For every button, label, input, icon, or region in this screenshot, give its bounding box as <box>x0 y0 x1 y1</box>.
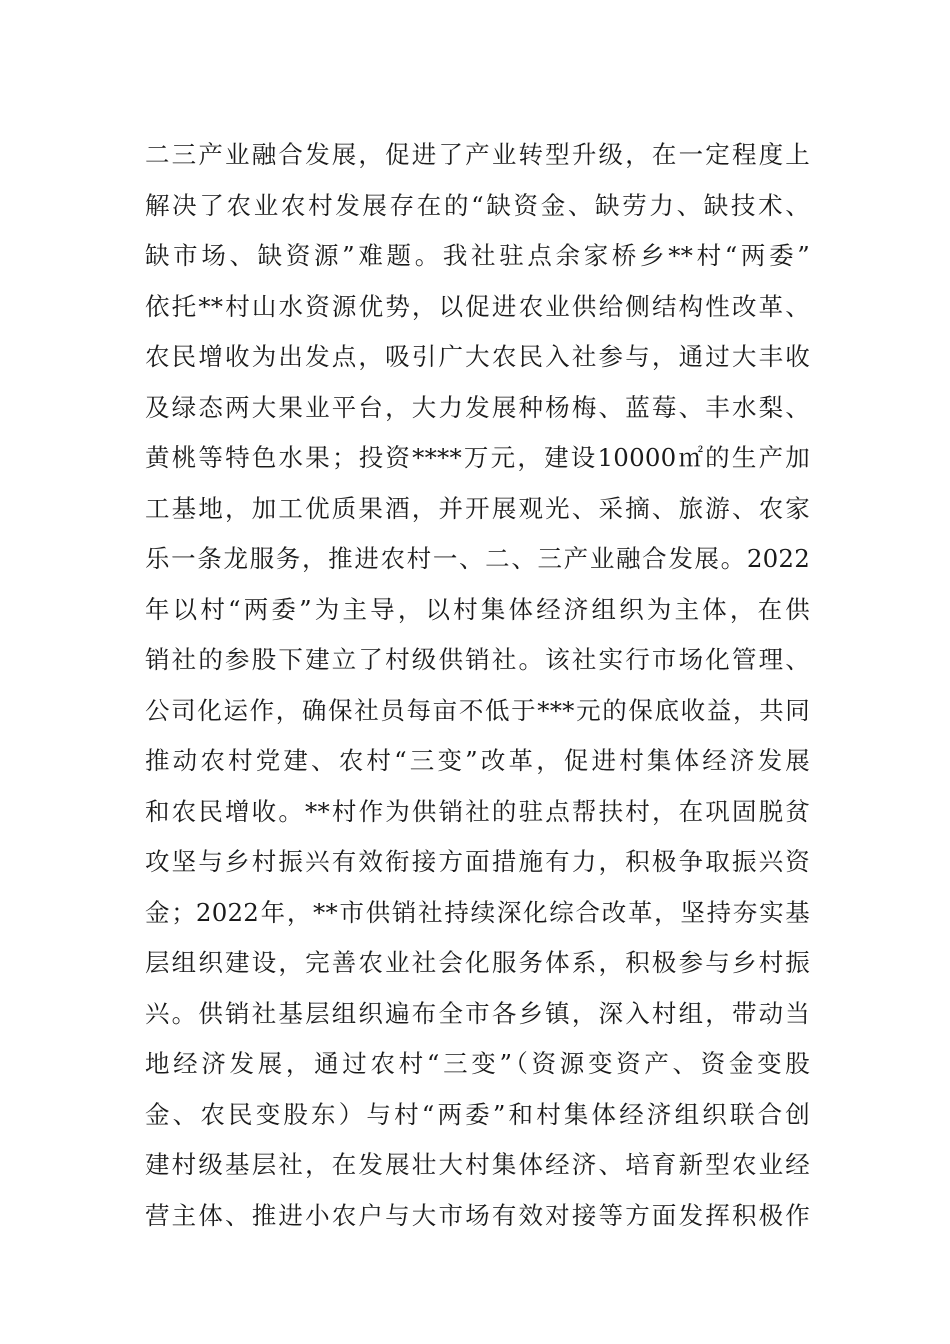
text-line: 营主体、推进小农户与大市场有效对接等方面发挥积极作 <box>145 1200 810 1230</box>
text-line: 销社的参股下建立了村级供销社。该社实行市场化管理、 <box>145 645 810 674</box>
text-line: 公司化运作，确保社员每亩不低于***元的保底收益，共同 <box>145 695 810 725</box>
text-line: 二三产业融合发展，促进了产业转型升级，在一定程度上 <box>145 140 810 169</box>
text-line: 层组织建设，完善农业社会化服务体系，积极参与乡村振 <box>145 948 810 977</box>
text-line: 金；2022年，**市供销社持续深化综合改革，坚持夯实基 <box>145 897 810 927</box>
text-line: 及绿态两大果业平台，大力发展种杨梅、蓝莓、丰水梨、 <box>145 392 810 422</box>
text-line: 工基地，加工优质果酒，并开展观光、采摘、旅游、农家 <box>145 493 810 523</box>
text-line: 地经济发展，通过农村“三变”（资源变资产、资金变股 <box>145 1049 810 1078</box>
text-line: 建村级基层社，在发展壮大村集体经济、培育新型农业经 <box>145 1150 810 1179</box>
text-line: 乐一条龙服务，推进农村一、二、三产业融合发展。2022 <box>145 544 810 573</box>
text-line: 和农民增收。**村作为供销社的驻点帮扶村，在巩固脱贫 <box>145 796 810 826</box>
text-line: 黄桃等特色水果；投资****万元，建设10000㎡的生产加 <box>145 443 810 472</box>
text-line: 缺市场、缺资源”难题。我社驻点余家桥乡**村“两委” <box>145 241 810 270</box>
text-line: 兴。供销社基层组织遍布全市各乡镇，深入村组，带动当 <box>145 998 810 1028</box>
text-line: 依托**村山水资源优势，以促进农业供给侧结构性改革、 <box>145 291 810 321</box>
text-line: 解决了农业农村发展存在的“缺资金、缺劳力、缺技术、 <box>145 190 810 220</box>
text-line: 攻坚与乡村振兴有效衔接方面措施有力，积极争取振兴资 <box>145 847 810 876</box>
body-paragraph <box>145 130 810 1241</box>
text-line: 推动农村党建、农村“三变”改革，促进村集体经济发展 <box>145 746 810 775</box>
text-line: 金、农民变股东）与村“两委”和村集体经济组织联合创 <box>145 1099 810 1129</box>
text-line: 农民增收为出发点，吸引广大农民入社参与，通过大丰收 <box>145 342 810 371</box>
text-line: 年以村“两委”为主导，以村集体经济组织为主体，在供 <box>145 594 810 624</box>
